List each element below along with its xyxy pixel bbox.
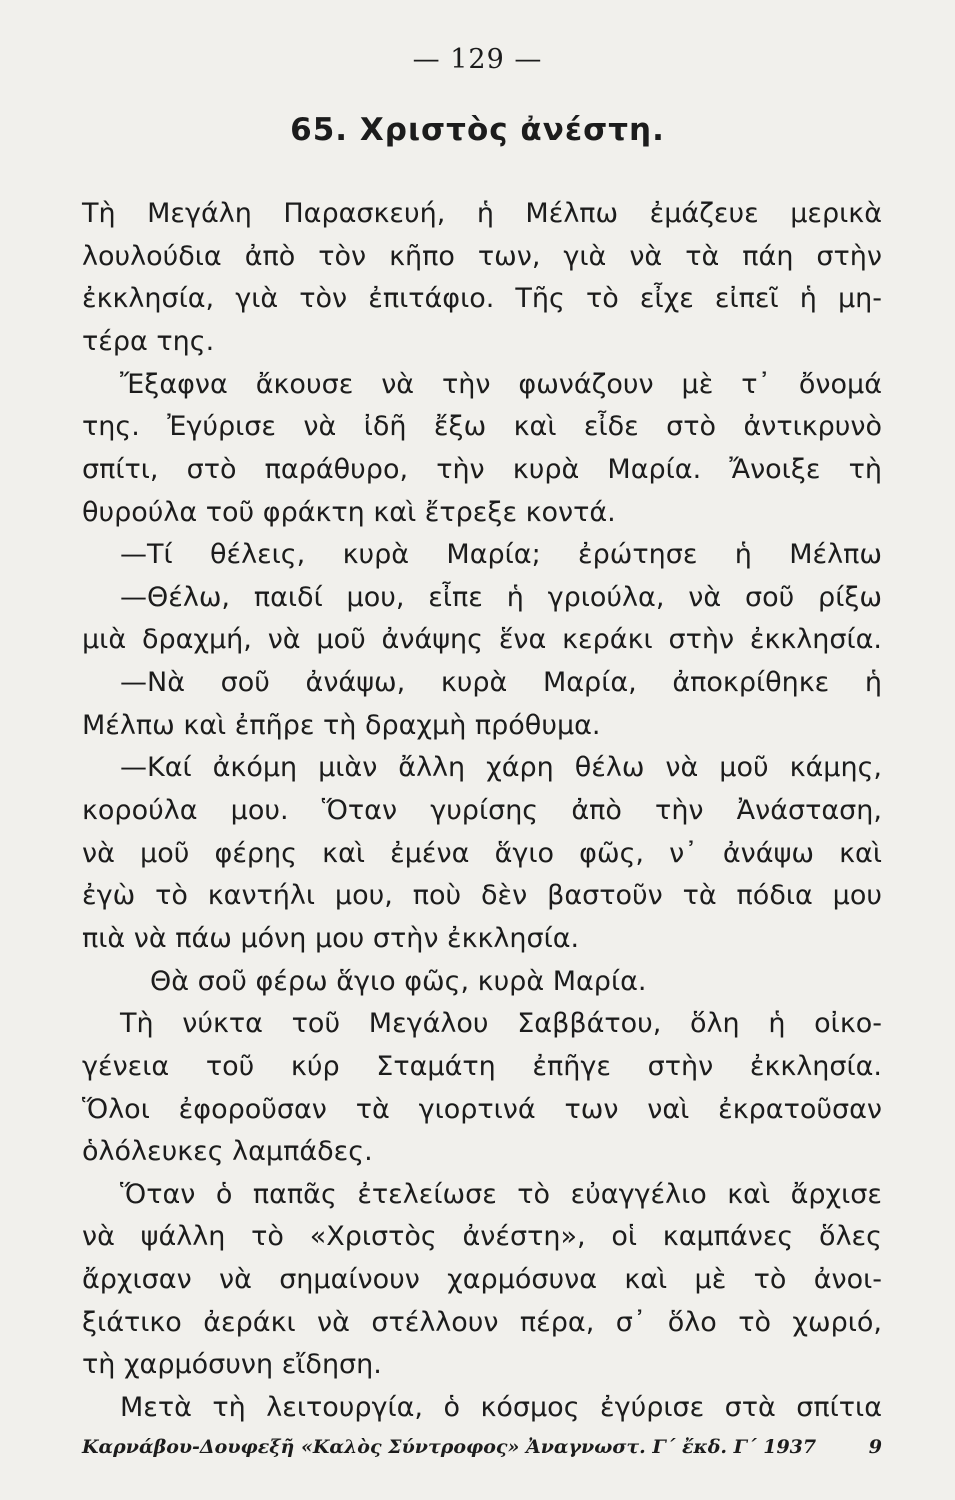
page-footer (82, 1436, 882, 1458)
text-line: της. Ἐγύρισε νὰ ἰδῆ ἔξω καὶ εἶδε στὸ ἀντικρυνὸ (82, 411, 882, 442)
text-line: ἐγὼ τὸ καντήλι μου, ποὺ δὲν βαστοῦν τὰ πόδια μου (82, 880, 882, 911)
text-line: Ὅλοι ἐφοροῦσαν τὰ γιορτινά των ναὶ ἐκρατοῦσαν (82, 1094, 882, 1125)
text-line: Ὅταν ὁ παπᾶς ἐτελείωσε τὸ εὐαγγέλιο καὶ ἄρχισε (120, 1179, 882, 1210)
text-line: νὰ μοῦ φέρης καὶ ἐμένα ἅγιο φῶς, ν᾽ ἀνάψω καὶ (82, 838, 882, 869)
text-line: Θὰ σοῦ φέρω ἅγιο φῶς, κυρὰ Μαρία. (150, 966, 647, 997)
text-line: τέρα της. (82, 326, 215, 357)
text-line: μιὰ δραχμή, νὰ μοῦ ἀνάψης ἕνα κεράκι στὴν ἐκκλησία. (82, 624, 882, 655)
text-line: Τὴ νύκτα τοῦ Μεγάλου Σαββάτου, ὅλη ἡ οἰκο- (120, 1008, 882, 1039)
text-line: ἐκκλησία, γιὰ τὸν ἐπιτάφιο. Τῆς τὸ εἶχε εἰπεῖ ἡ μη- (82, 283, 882, 314)
text-line: θυρούλα τοῦ φράκτη καὶ ἔτρεξε κοντά. (82, 497, 616, 528)
text-line: Τὴ Μεγάλη Παρασκευή, ἡ Μέλπω ἐμάζευε μερικὰ (82, 198, 882, 229)
text-line: ξιάτικο ἀεράκι νὰ στέλλουν πέρα, σ᾽ ὅλο τὸ χωριό, (82, 1307, 882, 1338)
text-line: νὰ ψάλλη τὸ «Χριστὸς ἀνέστη», οἱ καμπάνες ὅλες (82, 1221, 882, 1252)
text-line: λουλούδια ἀπὸ τὸν κῆπο των, γιὰ νὰ τὰ πάη στὴν (82, 241, 882, 272)
footer-signature-mark: 9 (868, 1436, 882, 1458)
text-line: —Τί θέλεις, κυρὰ Μαρία; ἐρώτησε ἡ Μέλπω (120, 539, 882, 570)
chapter-title: 65. Χριστὸς ἀνέστη. (290, 112, 665, 148)
text-line: σπίτι, στὸ παράθυρο, τὴν κυρὰ Μαρία. Ἄνοιξε τὴ (82, 454, 882, 485)
text-line: —Θέλω, παιδί μου, εἶπε ἡ γριούλα, νὰ σοῦ ρίξω (120, 582, 882, 613)
text-line: κορούλα μου. Ὅταν γυρίσης ἀπὸ τὴν Ἀνάσταση, (82, 795, 882, 826)
text-line: ὁλόλευκες λαμπάδες. (82, 1136, 373, 1167)
footer-imprint: Καρνάβου-Δουφεξῆ «Καλὸς Σύντροφος» Ἀναγνωστ. Γ´ ἔκδ. Γ´ 1937 (82, 1436, 817, 1458)
text-line: Μετὰ τὴ λειτουργία, ὁ κόσμος ἐγύρισε στὰ σπίτια (120, 1392, 882, 1423)
text-line: πιὰ νὰ πάω μόνη μου στὴν ἐκκλησία. (82, 923, 580, 954)
text-line: γένεια τοῦ κύρ Σταμάτη ἐπῆγε στὴν ἐκκλησία. (82, 1051, 882, 1082)
text-line: ἄρχισαν νὰ σημαίνουν χαρμόσυνα καὶ μὲ τὸ ἀνοι- (82, 1264, 882, 1295)
text-line: Ἔξαφνα ἄκουσε νὰ τὴν φωνάζουν μὲ τ᾽ ὄνομά (120, 369, 882, 400)
text-line: Μέλπω καὶ ἐπῆρε τὴ δραχμὴ πρόθυμα. (82, 710, 601, 741)
text-line: —Νὰ σοῦ ἀνάψω, κυρὰ Μαρία, ἀποκρίθηκε ἡ (120, 667, 882, 698)
text-line: τὴ χαρμόσυνη εἴδηση. (82, 1349, 382, 1380)
page-number: — 129 — (412, 44, 543, 75)
text-line: —Καί ἀκόμη μιὰν ἄλλη χάρη θέλω νὰ μοῦ κάμης, (120, 752, 882, 783)
